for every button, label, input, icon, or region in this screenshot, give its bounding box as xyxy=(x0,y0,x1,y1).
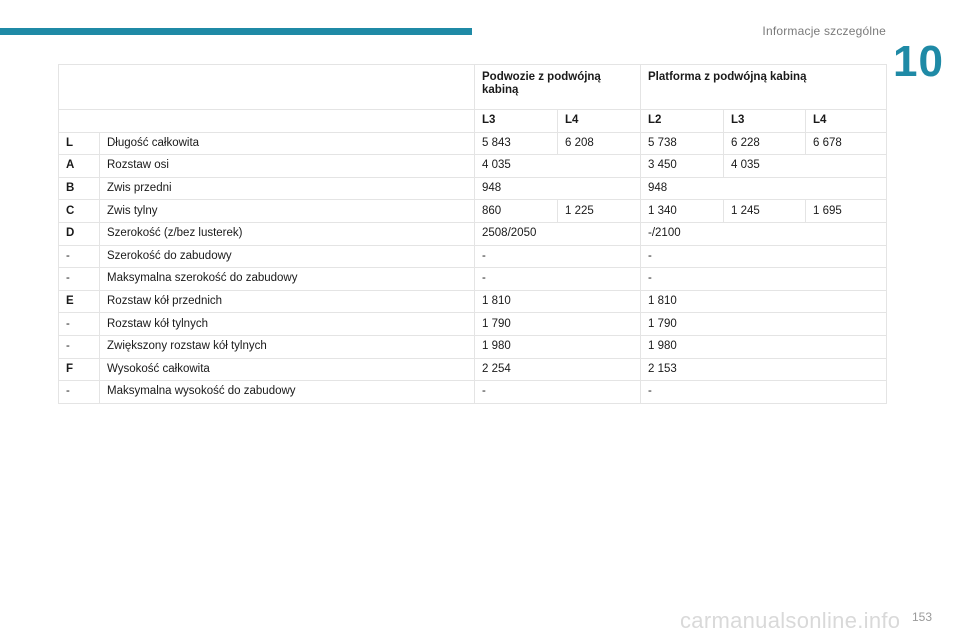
row-label: Szerokość do zabudowy xyxy=(100,245,475,268)
value-cell: 3 450 xyxy=(641,155,724,178)
value-cell: - xyxy=(641,245,887,268)
empty-header-cell xyxy=(59,110,475,133)
sub-header-cell: L3 xyxy=(724,110,806,133)
value-cell: 4 035 xyxy=(475,155,641,178)
row-label: Zwis tylny xyxy=(100,200,475,223)
section-title: Informacje szczególne xyxy=(762,24,886,38)
row-label: Wysokość całkowita xyxy=(100,358,475,381)
watermark: carmanualsonline.info xyxy=(680,608,901,633)
sub-header-cell: L2 xyxy=(641,110,724,133)
value-cell: 5 843 xyxy=(475,132,558,155)
table-row xyxy=(59,335,887,358)
value-cell: 948 xyxy=(475,177,641,200)
value-cell: - xyxy=(475,381,641,404)
value-cell: 6 678 xyxy=(806,132,887,155)
table-row xyxy=(59,290,887,313)
sub-header-cell: L4 xyxy=(806,110,887,133)
row-label: Zwis przedni xyxy=(100,177,475,200)
group-header-platform: Platforma z podwójną kabiną xyxy=(641,65,887,110)
row-label: Zwiększony rozstaw kół tylnych xyxy=(100,335,475,358)
row-code: - xyxy=(59,335,100,358)
row-label: Rozstaw kół tylnych xyxy=(100,313,475,336)
dimensions-table xyxy=(58,64,887,404)
value-cell: 1 790 xyxy=(641,313,887,336)
table-group-header-row xyxy=(59,65,887,110)
value-cell: 1 980 xyxy=(475,335,641,358)
row-code: A xyxy=(59,155,100,178)
row-code: C xyxy=(59,200,100,223)
row-label: Maksymalna wysokość do zabudowy xyxy=(100,381,475,404)
table-row xyxy=(59,358,887,381)
value-cell: 1 980 xyxy=(641,335,887,358)
table-row xyxy=(59,245,887,268)
table-row xyxy=(59,268,887,291)
table-row xyxy=(59,381,887,404)
sub-header-cell: L3 xyxy=(475,110,558,133)
value-cell: 4 035 xyxy=(724,155,887,178)
value-cell: 6 228 xyxy=(724,132,806,155)
value-cell: 1 245 xyxy=(724,200,806,223)
table-row xyxy=(59,313,887,336)
value-cell: 1 810 xyxy=(475,290,641,313)
value-cell: 1 695 xyxy=(806,200,887,223)
value-cell: 2 254 xyxy=(475,358,641,381)
value-cell: 860 xyxy=(475,200,558,223)
chapter-number: 10 xyxy=(893,37,944,86)
page-number: 153 xyxy=(912,610,933,624)
value-cell: 2508/2050 xyxy=(475,222,641,245)
table-sub-header-row xyxy=(59,110,887,133)
value-cell: - xyxy=(475,268,641,291)
row-code: B xyxy=(59,177,100,200)
table-row xyxy=(59,200,887,223)
value-cell: 6 208 xyxy=(558,132,641,155)
table-row xyxy=(59,222,887,245)
row-label: Długość całkowita xyxy=(100,132,475,155)
header-accent-bar xyxy=(0,28,472,35)
value-cell: 948 xyxy=(641,177,887,200)
value-cell: - xyxy=(641,381,887,404)
row-label: Rozstaw kół przednich xyxy=(100,290,475,313)
value-cell: 1 790 xyxy=(475,313,641,336)
value-cell: 5 738 xyxy=(641,132,724,155)
row-code: L xyxy=(59,132,100,155)
row-code: D xyxy=(59,222,100,245)
table-row xyxy=(59,155,887,178)
empty-header-cell xyxy=(59,65,475,110)
value-cell: -/2100 xyxy=(641,222,887,245)
row-code: - xyxy=(59,268,100,291)
value-cell: 1 810 xyxy=(641,290,887,313)
value-cell: 1 225 xyxy=(558,200,641,223)
sub-header-cell: L4 xyxy=(558,110,641,133)
row-code: F xyxy=(59,358,100,381)
row-label: Maksymalna szerokość do zabudowy xyxy=(100,268,475,291)
value-cell: - xyxy=(641,268,887,291)
table-row xyxy=(59,132,887,155)
row-label: Rozstaw osi xyxy=(100,155,475,178)
value-cell: 2 153 xyxy=(641,358,887,381)
row-code: - xyxy=(59,381,100,404)
row-label: Szerokość (z/bez lusterek) xyxy=(100,222,475,245)
group-header-chassis: Podwozie z podwójną kabiną xyxy=(475,65,641,110)
value-cell: - xyxy=(475,245,641,268)
row-code: - xyxy=(59,245,100,268)
row-code: E xyxy=(59,290,100,313)
row-code: - xyxy=(59,313,100,336)
table-row xyxy=(59,177,887,200)
value-cell: 1 340 xyxy=(641,200,724,223)
